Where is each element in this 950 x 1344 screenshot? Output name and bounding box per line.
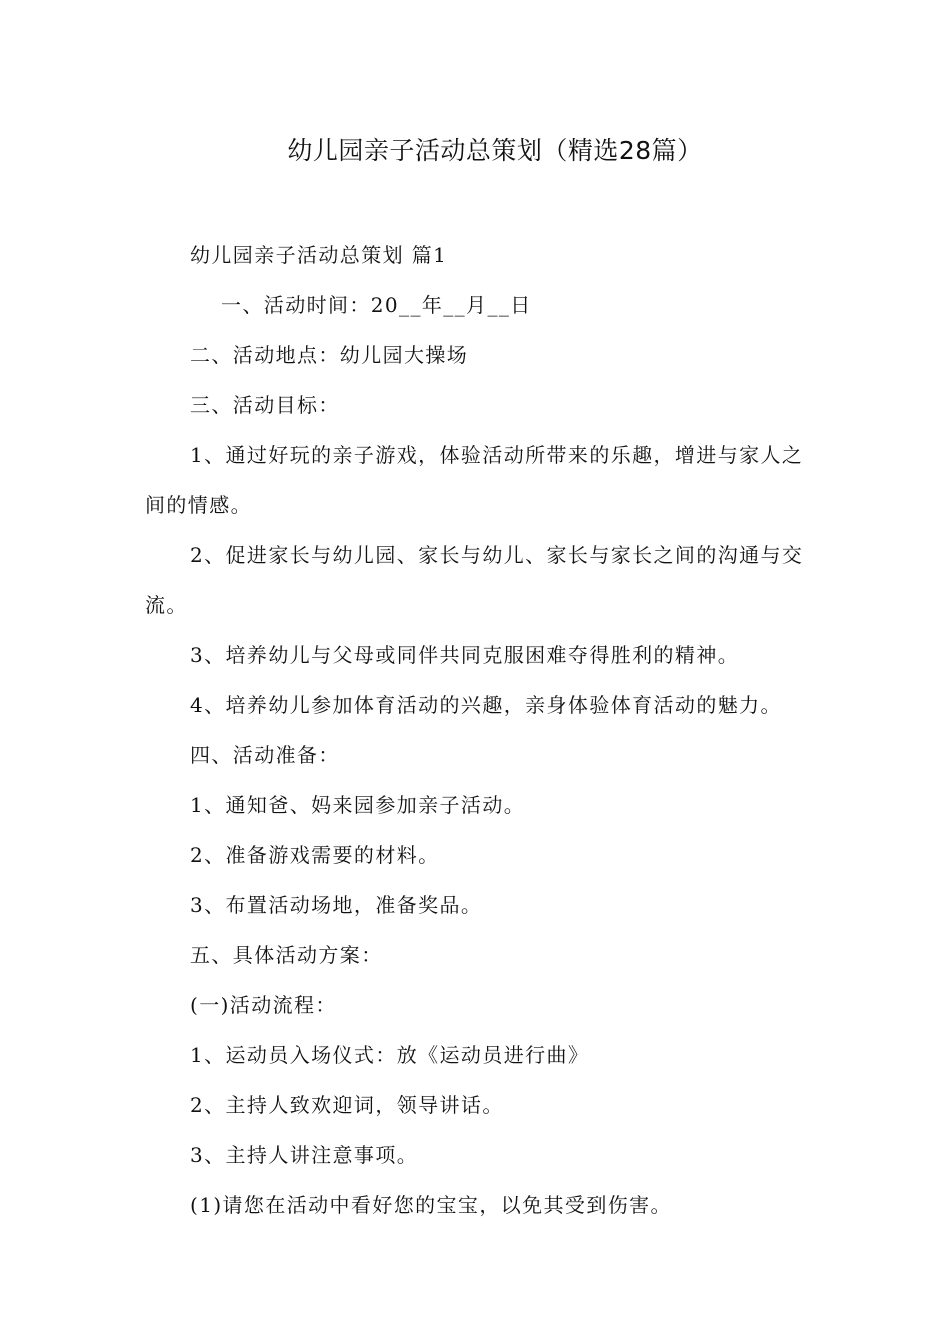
document-title: 幼儿园亲子活动总策划（精选28篇） [287, 136, 703, 165]
paragraph-goal-1: 1、通过好玩的亲子游戏，体验活动所带来的乐趣，增进与家人之间的情感。 [145, 443, 804, 517]
paragraph-preparation-heading: 四、活动准备： [190, 743, 340, 767]
paragraph-goal-3: 3、培养幼儿与父母或同伴共同克服困难夺得胜利的精神。 [190, 643, 740, 667]
paragraph-process-heading: (一)活动流程： [190, 993, 337, 1017]
paragraph-goal-2: 2、促进家长与幼儿园、家长与幼儿、家长与家长之间的沟通与交流。 [145, 543, 804, 617]
paragraph-activity-time: 一、活动时间：20__年__月__日 [221, 293, 532, 317]
paragraph-plan-heading: 五、具体活动方案： [190, 943, 383, 967]
section-heading: 幼儿园亲子活动总策划 篇1 [190, 243, 448, 267]
paragraph-goals-heading: 三、活动目标： [190, 393, 340, 417]
paragraph-preparation-3: 3、布置活动场地，准备奖品。 [190, 893, 483, 917]
paragraph-process-1: 1、运动员入场仪式：放《运动员进行曲》 [190, 1043, 590, 1067]
paragraph-goal-4: 4、培养幼儿参加体育活动的兴趣，亲身体验体育活动的魅力。 [190, 693, 782, 717]
paragraph-activity-location: 二、活动地点：幼儿园大操场 [190, 343, 469, 367]
paragraph-preparation-1: 1、通知爸、妈来园参加亲子活动。 [190, 793, 526, 817]
paragraph-preparation-2: 2、准备游戏需要的材料。 [190, 843, 440, 867]
paragraph-process-2: 2、主持人致欢迎词，领导讲话。 [190, 1093, 504, 1117]
paragraph-process-3: 3、主持人讲注意事项。 [190, 1143, 419, 1167]
document-body [145, 230, 807, 1230]
paragraph-note-1: (1)请您在活动中看好您的宝宝，以免其受到伤害。 [190, 1193, 672, 1217]
